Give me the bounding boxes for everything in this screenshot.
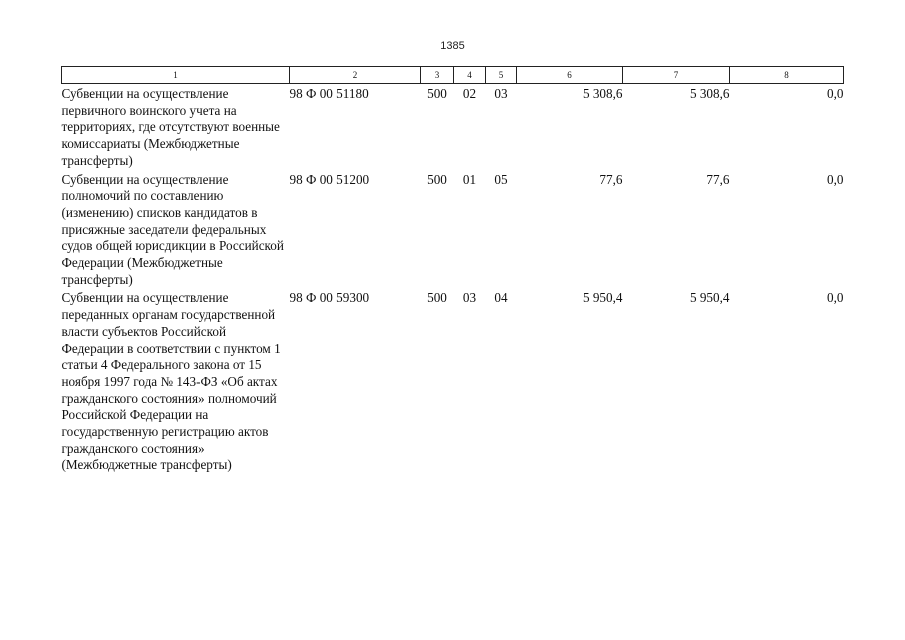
table-row bbox=[62, 170, 844, 289]
column-header-2: 2 bbox=[290, 67, 421, 84]
column-header-4: 4 bbox=[454, 67, 486, 84]
row-name: Субвенции на осуществление первичного воинского учета на территориях, где отсутствуют военные комиссариаты (Межбюджетные трансферты) bbox=[61, 86, 280, 168]
row-target-code: 98 Ф 00 59300 bbox=[289, 290, 370, 306]
row-subsection: 05 bbox=[494, 171, 508, 187]
row-expense-type: 500 bbox=[427, 86, 447, 101]
row-expense-type: 500 bbox=[427, 171, 447, 187]
budget-table bbox=[61, 66, 844, 474]
column-header-6: 6 bbox=[517, 67, 623, 84]
row-value-col6: 77,6 bbox=[599, 171, 623, 187]
row-section: 01 bbox=[462, 171, 477, 187]
row-value-col7: 5 308,6 bbox=[689, 86, 730, 101]
column-header-3: 3 bbox=[421, 67, 454, 84]
row-target-code: 98 Ф 00 51180 bbox=[289, 86, 369, 101]
column-header-8: 8 bbox=[730, 67, 844, 84]
row-target-code: 98 Ф 00 51200 bbox=[289, 171, 370, 187]
column-number-header-row bbox=[62, 67, 844, 84]
row-name: Субвенции на осуществление полномочий по составлению (изменению) списков кандидатов в присяжные заседатели федеральных судов общей юрисдикции в Российской Федерации (Межбюджетные трансферты) bbox=[61, 171, 284, 287]
row-value-col7: 77,6 bbox=[706, 171, 730, 187]
row-section: 02 bbox=[462, 86, 477, 101]
row-value-col8: 0,0 bbox=[827, 290, 844, 306]
row-subsection: 03 bbox=[494, 86, 508, 101]
row-value-col7: 5 950,4 bbox=[689, 290, 730, 306]
table-row bbox=[62, 288, 844, 474]
row-expense-type: 500 bbox=[427, 290, 447, 306]
table-row bbox=[62, 84, 844, 170]
row-name: Субвенции на осуществление переданных органам государственной власти субъектов Российской Федерации в соответствии с пунктом 1 статьи 4 Федерального закона от 15 ноября 1997 года № 143-ФЗ «Об актах гражданского состояния» полномочий Российской Федерации на государственную регистрацию актов гражданского состояния» (Межбюджетные трансферты) bbox=[61, 290, 281, 473]
row-value-col8: 0,0 bbox=[827, 171, 844, 187]
row-section: 03 bbox=[462, 290, 477, 306]
page-number: 1385 bbox=[440, 40, 465, 52]
row-value-col8: 0,0 bbox=[827, 86, 844, 101]
row-subsection: 04 bbox=[494, 290, 508, 306]
column-header-1: 1 bbox=[62, 67, 290, 84]
column-header-5: 5 bbox=[486, 67, 517, 84]
row-value-col6: 5 308,6 bbox=[582, 86, 623, 101]
row-value-col6: 5 950,4 bbox=[582, 290, 623, 306]
column-header-7: 7 bbox=[623, 67, 730, 84]
